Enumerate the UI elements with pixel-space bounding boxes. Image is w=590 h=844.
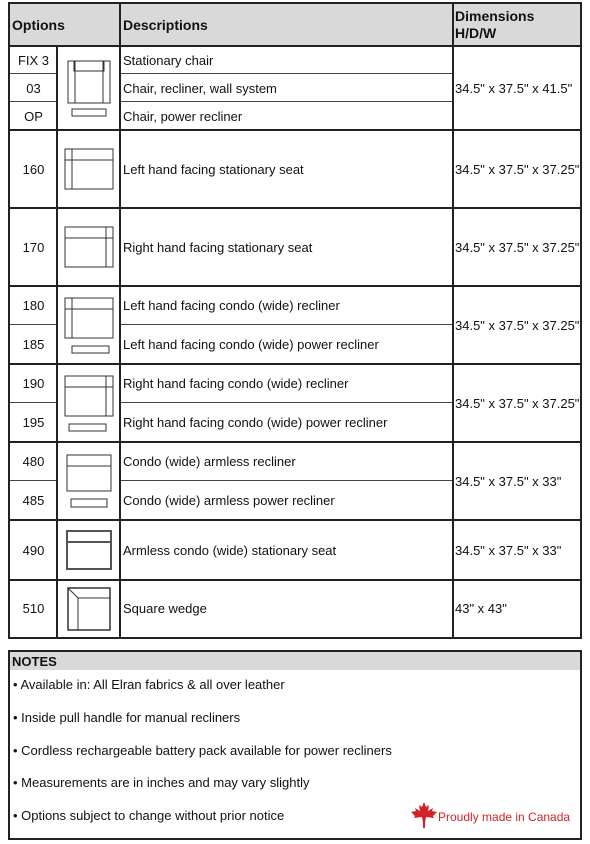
option-dimension: 34.5" x 37.5" x 41.5" (455, 80, 573, 96)
header-dimensions-line2: H/D/W (455, 25, 497, 41)
option-code: 195 (22, 415, 45, 430)
maple-leaf-icon (410, 801, 438, 829)
stationary-chair-icon (66, 59, 112, 117)
option-dimension: 34.5" x 37.5" x 37.25" (455, 161, 580, 177)
option-description: Stationary chair (123, 52, 214, 68)
option-code: 510 (22, 601, 45, 616)
right-hand-seat-icon (63, 225, 115, 269)
note-item: • Measurements are in inches and may vary slightly (13, 775, 310, 790)
option-code: OP (24, 108, 43, 124)
note-item: • Cordless rechargeable battery pack available for power recliners (13, 743, 392, 758)
option-description: Condo (wide) armless recliner (123, 454, 296, 469)
header-dimensions-line1: Dimensions (455, 8, 535, 24)
armless-seat-icon (65, 529, 113, 571)
header-descriptions: Descriptions (120, 4, 453, 46)
notes-box (8, 650, 582, 840)
option-dimension: 43" x 43" (455, 601, 507, 616)
option-description: Armless condo (wide) stationary seat (123, 542, 337, 558)
option-description: Right hand facing condo (wide) recliner (123, 376, 349, 391)
left-hand-seat-icon (63, 147, 115, 191)
option-description: Chair, recliner, wall system (123, 80, 277, 96)
column-divider (452, 4, 454, 637)
left-hand-recliner-icon (63, 296, 115, 354)
option-code: 190 (22, 376, 45, 391)
option-description: Left hand facing stationary seat (123, 161, 304, 177)
option-description: Condo (wide) armless power recliner (123, 493, 335, 508)
option-code: FIX 3 (17, 52, 50, 68)
option-description: Square wedge (123, 601, 207, 616)
option-description: Left hand facing condo (wide) power recliner (123, 337, 379, 352)
option-description: Left hand facing condo (wide) recliner (123, 298, 340, 313)
option-code: 185 (22, 337, 45, 352)
armless-recliner-icon (65, 453, 113, 509)
header-options: Options (10, 4, 120, 46)
option-code: 180 (22, 298, 45, 313)
right-hand-recliner-icon (63, 374, 115, 432)
option-dimension: 34.5" x 37.5" x 33" (455, 542, 562, 558)
option-code: 160 (22, 161, 45, 177)
option-description: Right hand facing stationary seat (123, 239, 313, 255)
option-code: 03 (26, 80, 41, 96)
header-dimensions (453, 4, 580, 46)
made-in-canada-badge: Proudly made in Canada (438, 810, 571, 824)
option-dimension: 34.5" x 37.5" x 37.25" (455, 395, 580, 411)
options-table (8, 2, 582, 639)
column-divider (56, 46, 58, 637)
option-code: 170 (22, 239, 45, 255)
square-wedge-icon (66, 586, 112, 632)
option-description: Chair, power recliner (123, 108, 243, 124)
note-item: • Inside pull handle for manual recliners (13, 710, 241, 725)
column-divider (119, 4, 121, 637)
note-item: • Available in: All Elran fabrics & all over leather (13, 677, 285, 692)
option-code: 490 (22, 542, 45, 558)
notes-title: NOTES (10, 652, 580, 670)
option-dimension: 34.5" x 37.5" x 33" (455, 473, 562, 489)
option-code: 480 (22, 454, 45, 469)
option-description: Right hand facing condo (wide) power recliner (123, 415, 388, 430)
option-code: 485 (22, 493, 45, 508)
option-dimension: 34.5" x 37.5" x 37.25" (455, 317, 580, 333)
option-dimension: 34.5" x 37.5" x 37.25" (455, 239, 580, 255)
note-item: • Options subject to change without prior notice (13, 808, 285, 823)
